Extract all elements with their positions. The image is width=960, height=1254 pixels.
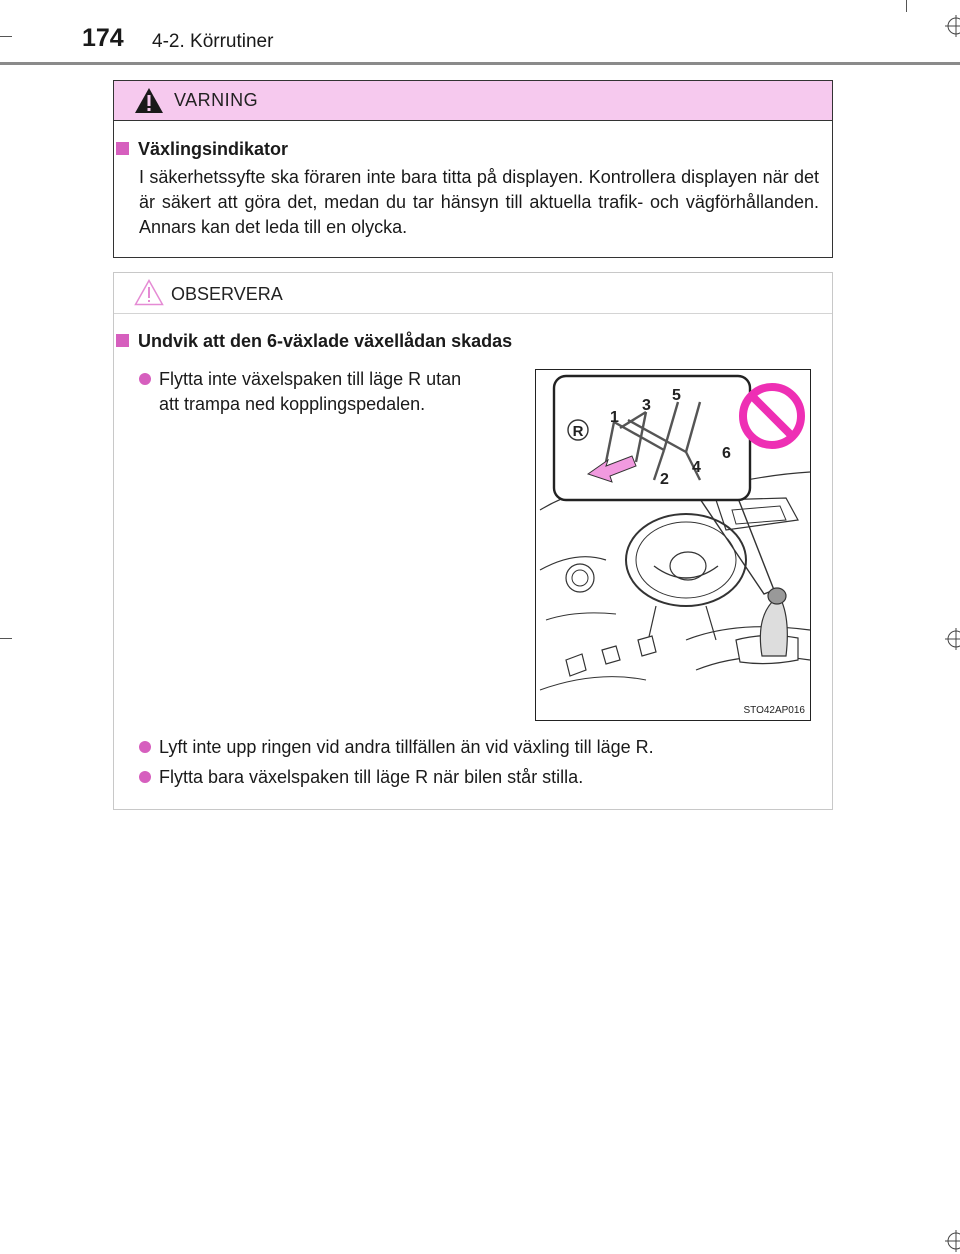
bullet-text: Flytta inte växelspaken till läge R utan <box>159 369 462 389</box>
prohibited-icon <box>743 387 801 445</box>
gearshift-figure <box>535 369 811 721</box>
caution-triangle-icon <box>134 279 164 306</box>
warning-box <box>113 80 833 258</box>
square-bullet-icon <box>116 334 129 347</box>
bullet-item <box>139 765 583 790</box>
notice-section-heading <box>116 331 512 352</box>
warning-header <box>114 81 832 121</box>
notice-box <box>113 272 833 810</box>
warning-triangle-icon <box>134 87 164 114</box>
round-bullet-icon <box>139 771 151 783</box>
page-number: 174 <box>82 24 124 52</box>
gear-label-4: 4 <box>692 459 701 476</box>
gear-label-6: 6 <box>722 445 731 462</box>
warning-section-heading <box>116 139 288 160</box>
gearshift-illustration <box>536 370 810 720</box>
crop-mark-left-top <box>0 36 12 37</box>
crop-mark-right-top <box>906 0 907 12</box>
registration-mark-mid-right <box>945 628 960 650</box>
registration-mark-bottom-right <box>945 1230 960 1252</box>
warning-title: VARNING <box>174 90 259 110</box>
bullet-text: Lyft inte upp ringen vid andra tillfällen än vid växling till läge R. <box>159 737 654 757</box>
bullet-text-continued: att trampa ned kopplingspedalen. <box>159 394 426 414</box>
gear-label-2: 2 <box>660 471 669 488</box>
notice-section-title: Undvik att den 6-växlade växellådan skadas <box>138 331 513 351</box>
registration-mark-top-right <box>945 15 960 37</box>
notice-header <box>114 273 832 314</box>
gear-label-r: R <box>572 423 584 440</box>
square-bullet-icon <box>116 142 129 155</box>
chapter-title: 4-2. Körrutiner <box>152 31 274 52</box>
gear-label-5: 5 <box>672 387 681 404</box>
warning-text: I säkerhetssyfte ska föraren inte bara titta på displayen. Kontrollera displayen när det är säkert att göra det, medan du tar hänsyn till aktuella trafik- och vägförhållanden. Annars kan det leda till en olycka. <box>139 167 819 237</box>
round-bullet-icon <box>139 741 151 753</box>
gear-label-3: 3 <box>642 397 651 414</box>
crop-mark-left-mid <box>0 638 12 639</box>
gear-label-1: 1 <box>610 409 619 426</box>
bullet-item <box>139 735 654 760</box>
round-bullet-icon <box>139 373 151 385</box>
bullet-item <box>139 367 519 417</box>
warning-section-title: Växlingsindikator <box>138 139 289 159</box>
notice-title: OBSERVERA <box>171 284 283 304</box>
bullet-text: Flytta bara växelspaken till läge R när bilen står stilla. <box>159 767 584 787</box>
header-rule <box>0 62 960 65</box>
figure-code: STO42AP016 <box>743 705 805 716</box>
